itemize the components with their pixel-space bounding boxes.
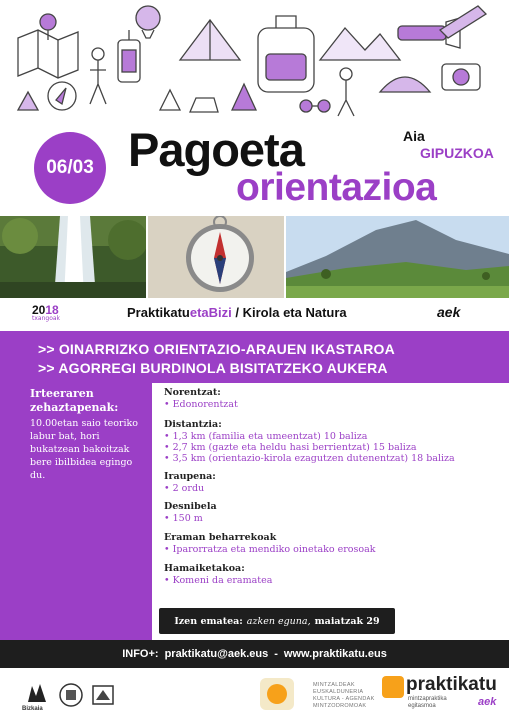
snack-title: Hamaiketakoa: xyxy=(164,563,245,574)
date-badge: 06/03 xyxy=(34,132,106,204)
footer-sponsors xyxy=(0,668,509,720)
title-section xyxy=(0,118,509,216)
registration-box xyxy=(159,608,395,634)
info-website[interactable]: www.praktikatu.eus xyxy=(283,648,387,660)
departure-text: 10.00etan saio teoriko labur bat, hori bukatzean bakoitzak bere ibilbidea egingo du. xyxy=(30,418,138,481)
gear-section xyxy=(164,532,376,555)
distance-title: Distantzia: xyxy=(164,419,222,430)
info-email[interactable]: praktikatu@aek.eus xyxy=(164,648,269,660)
location-region: GIPUZKOA xyxy=(420,145,494,161)
duration-section xyxy=(164,471,216,494)
details-box xyxy=(152,383,509,640)
photo-strip xyxy=(0,216,509,298)
year-sublabel: txangoak xyxy=(32,315,61,322)
praktikatu-logo xyxy=(382,674,506,714)
info-label: INFO+: xyxy=(122,648,159,660)
elevation-section xyxy=(164,501,217,524)
registration-value: azken eguna, xyxy=(246,615,311,627)
event-title: Pagoeta xyxy=(128,123,304,176)
highlight-course: >> OINARRIZKO ORIENTAZIO-ARAUEN IKASTAROA xyxy=(38,341,395,357)
mintzaldeak-text: MINTZALDEAK EUSKALDUNERIA KULTURA - AGENDAK MINTZODROMOAK xyxy=(313,682,375,709)
audience-title: Norentzat: xyxy=(164,387,221,398)
header-illustration xyxy=(0,0,509,118)
info-separator: - xyxy=(274,648,278,660)
snack-item: • Komeni da eramatea xyxy=(164,575,273,586)
event-subtitle: orientazioa xyxy=(236,166,437,209)
duration-item: • 2 ordu xyxy=(164,483,205,494)
audience-item: • Edonorentzat xyxy=(164,399,238,410)
bizkaia-logo-icon xyxy=(24,680,50,706)
details-area xyxy=(0,383,509,640)
departure-title: Irteeraren zehaztapenak: xyxy=(30,387,119,414)
distance-item: • 3,5 km (orientazio-kirola ezagutzen dutenentzat) 18 baliza xyxy=(164,453,455,464)
info-bar xyxy=(0,640,509,668)
distance-section xyxy=(164,419,455,464)
praktikatu-aek: aek xyxy=(478,696,497,708)
elevation-item: • 150 m xyxy=(164,513,203,524)
gear-title: Eraman beharrekoak xyxy=(164,532,277,543)
praktikatu-tagline: mintzapraktika egitasmoa xyxy=(408,696,447,709)
snack-section xyxy=(164,563,272,586)
town-hall-logo-icon xyxy=(90,682,116,708)
bizkaia-label: Bizkaia xyxy=(22,706,43,712)
departure-box xyxy=(18,383,152,640)
program-row xyxy=(0,298,509,326)
year-logo: 2018 xyxy=(32,303,59,317)
registration-label: Izen ematea: xyxy=(174,615,243,627)
mintzalagun-logo-icon xyxy=(256,674,298,714)
waterfall-photo xyxy=(0,216,146,298)
duration-title: Iraupena: xyxy=(164,471,216,482)
audience-section xyxy=(164,387,238,410)
speech-bubble-icon xyxy=(382,676,404,698)
program-name: PraktikatuetaBizi / Kirola eta Natura xyxy=(127,305,347,320)
praktikatu-wordmark: praktikatu xyxy=(406,674,497,695)
highlights-band xyxy=(0,331,509,383)
elevation-title: Desnibela xyxy=(164,501,217,512)
highlight-visit: >> AGORREGI BURDINOLA BISITATZEKO AUKERA xyxy=(38,360,388,376)
registration-date: maiatzak 29 xyxy=(314,615,380,627)
government-logo-icon xyxy=(58,682,84,708)
distance-item: • 2,7 km (gazte eta heldu hasi berrientzat) 15 baliza xyxy=(164,442,417,453)
compass-photo xyxy=(148,216,284,298)
mountain-photo xyxy=(286,216,509,298)
gear-item: • Iparorratza eta mendiko oinetako erosoak xyxy=(164,544,376,555)
aek-logo: aek xyxy=(437,304,461,320)
location-town: Aia xyxy=(403,128,425,144)
distance-item: • 1,3 km (familia eta umeentzat) 10 baliza xyxy=(164,431,368,442)
